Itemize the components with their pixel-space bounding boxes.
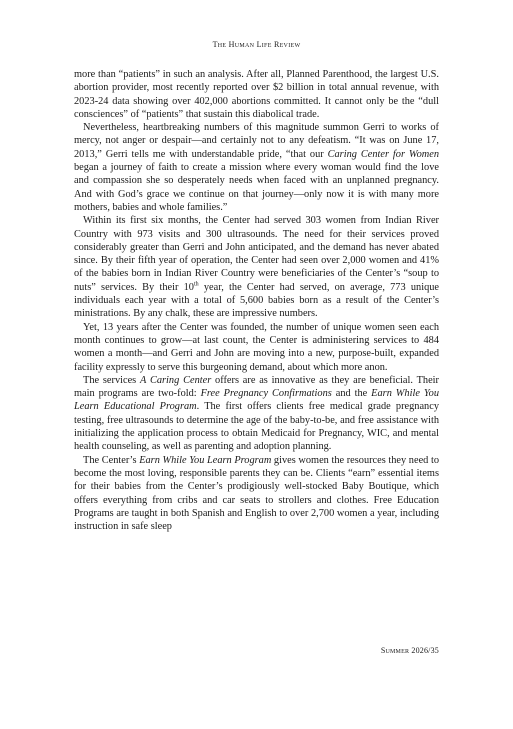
page-folio (381, 646, 439, 655)
paragraph-6-italic: Earn While You Learn Program (139, 454, 272, 466)
paragraph-4 (74, 321, 439, 374)
paragraph-5-text-c: and the (331, 388, 372, 400)
paragraph-5-italic-2: Free Pregnancy Confirmations (200, 388, 332, 400)
paragraph-3-text-a: Within its first six months, the Center had served 303 women from Indian River Country with 973 visits and 300 ultrasounds. The need for their services proved considerably greater than Gerri and John anticipated, and the demand has never abated since. By their fifth year of operation, the Center had seen over 2,000 women and 41% of the babies born in Indian River Country were beneficiaries of the Center’s “soup to nuts” services. By their 10 (74, 215, 439, 293)
running-head (0, 40, 513, 49)
paragraph-4-text: Yet, 13 years after the Center was founded, the number of unique women seen each month continues to grow—at last count, the Center is administering services to 484 women a month—and Gerri and John are moving into a new, purpose-built, expanded facility expressly to serve this burgeoning demand, about which more anon. (74, 321, 439, 373)
paragraph-2-text-a: Nevertheless, heartbreaking numbers of this magnitude summon Gerri to works of mercy, not anger or despair—and certainly not to any defeatism. “It was on June 17, 2013,” Gerri tells me with understandable pride, “that our (74, 122, 439, 160)
paragraph-5-italic-1: A Caring Center (140, 374, 212, 386)
folio-text: Summer 2026/35 (380, 646, 439, 655)
article-body (74, 68, 439, 533)
paragraph-5-text-b: offers are as innovative as they are beneficial. Their main programs are two-fold: (74, 374, 439, 400)
paragraph-2-italic: Caring Center for Women (327, 148, 439, 160)
paragraph-6-text-b: gives women the resources they need to become the most loving, responsible parents they can be. Clients “earn” essential items for their babies from the Center’s prodigiously well-stocked Baby Boutique, which offers everything from cribs and car seats to strollers and clothes. Free Education Programs are taught in both Spanish and English to over 2,700 women a year, including instruction in safe sleep (74, 454, 439, 533)
running-head-text: The Human Life Review (212, 40, 301, 49)
paragraph-1 (74, 68, 439, 121)
paragraph-2-text-b: began a journey of faith to create a mission where every woman would find the love and compassion she so desperately needs when faced with an unplanned pregnancy. And with God’s grace we continue on that journey—only now it is with many more mothers, babies and whole families.” (74, 162, 439, 213)
paragraph-2 (74, 121, 439, 214)
paragraph-3-superscript: th (193, 281, 199, 288)
paragraph-6-text-a: The Center’s (83, 454, 140, 466)
paragraph-1-text: more than “patients” in such an analysis. After all, Planned Parenthood, the largest U.S. abortion provider, most recently reported over $2 billion in total annual revenue, with 2023-24 data showing over 402,000 abortions committed. It cannot only be the “dull consciences” of “patients” that sustain this diabolical trade. (74, 69, 439, 120)
paragraph-3 (74, 214, 439, 320)
paragraph-3-text-b: year, the Center had served, on average, 773 unique individuals each year with a total of 5,600 babies born as a result of the Center’s ministrations. By any chalk, these are impressive numbers. (74, 281, 440, 320)
paragraph-5-text-d: . The first offers clients free medical grade pregnancy testing, free ultrasounds to determine the age of the baby-to-be, and free assistance with initializing the application process to obtain Medicaid for Pregnancy, WIC, and mental health counseling, as well as parenting and adoption planning. (74, 401, 439, 453)
paragraph-5-text-a: The services (83, 374, 141, 386)
paragraph-6 (74, 454, 439, 534)
paragraph-5 (74, 374, 439, 454)
paragraph-5-italic-3: Earn While You Learn Educational Program (74, 388, 439, 413)
